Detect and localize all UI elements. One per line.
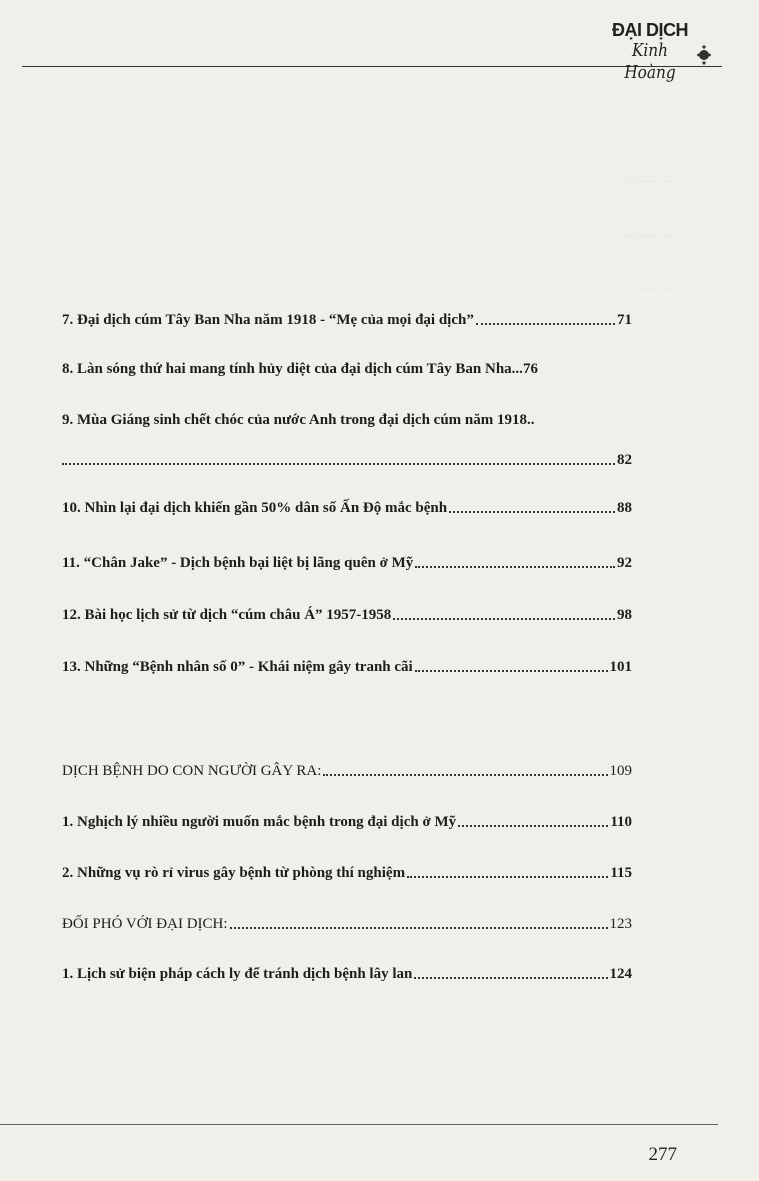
toc-entry[interactable] [62, 494, 632, 518]
toc-entry[interactable] [62, 601, 632, 625]
toc-leader-dots [230, 927, 608, 929]
toc-leader-dots [458, 825, 608, 827]
toc-entry[interactable] [62, 808, 632, 832]
toc-entry-title: 9. Mùa Giáng sinh chết chóc của nước Anh trong đại dịch cúm năm 1918.. [62, 412, 535, 428]
logo-title-top: ĐẠI DỊCH [612, 20, 688, 40]
toc-entry[interactable] [62, 960, 632, 984]
toc-entry[interactable] [62, 653, 632, 677]
toc-entry-title: 11. “Chân Jake” - Dịch bệnh bại liệt bị lãng quên ở Mỹ [62, 555, 414, 571]
toc-entry-page: 124 [609, 966, 632, 982]
toc-entry-page: 71 [617, 312, 632, 328]
toc-entry-page: 109 [609, 763, 632, 779]
toc-entry-title: 2. Những vụ rò rỉ virus gây bệnh từ phòng thí nghiệm [62, 865, 406, 881]
toc-entry[interactable] [62, 549, 632, 573]
toc-entry-title: 1. Lịch sử biện pháp cách ly để tránh dịch bệnh lây lan [62, 966, 413, 982]
toc-entry-page: 110 [610, 814, 632, 830]
toc-entry-page: 92 [617, 555, 632, 571]
toc-section-title: ĐỐI PHÓ VỚI ĐẠI DỊCH: [62, 916, 228, 932]
toc-entry-page: 115 [610, 865, 632, 881]
bleed-through-mark: ·········· [625, 230, 672, 245]
toc-entry[interactable] [62, 859, 632, 883]
logo-title-bottom: Kinh Hoàng [624, 40, 676, 83]
page-number: 277 [648, 1144, 677, 1165]
toc-entry-title: 13. Những “Bệnh nhân số 0” - Khái niệm gây tranh cãi [62, 659, 413, 675]
toc-entry-page: 82 [617, 452, 632, 468]
toc-leader-dots [415, 566, 615, 568]
toc-entry-title: 10. Nhìn lại đại dịch khiến gần 50% dân số Ấn Độ mắc bệnh [62, 500, 448, 516]
toc-entry[interactable] [62, 406, 632, 430]
toc-leader-dots [407, 876, 608, 878]
toc-leader-dots [414, 977, 607, 979]
bleed-through-mark: ·········· [625, 282, 672, 297]
toc-entry-title: 1. Nghịch lý nhiều người muốn mắc bệnh trong đại dịch ở Mỹ [62, 814, 457, 830]
toc-leader-dots [393, 618, 615, 620]
toc-section-heading[interactable] [62, 757, 632, 781]
toc-section-heading[interactable] [62, 910, 632, 934]
toc-leader-dots [415, 670, 608, 672]
toc-entry[interactable] [62, 355, 632, 379]
bleed-through-mark: ·········· [625, 175, 672, 190]
toc-leader-dots [62, 463, 615, 465]
toc-entry[interactable] [62, 306, 632, 330]
book-logo [603, 20, 697, 83]
toc-entry-title: 7. Đại dịch cúm Tây Ban Nha năm 1918 - “Mẹ của mọi đại dịch” [62, 312, 474, 328]
logo-virus-icon [697, 44, 711, 66]
toc-entry-title: 8. Làn sóng thứ hai mang tính hủy diệt của đại dịch cúm Tây Ban Nha... [62, 361, 523, 377]
toc-leader-dots [476, 323, 615, 325]
footer-rule [0, 1124, 718, 1125]
toc-entry-page: 101 [609, 659, 632, 675]
toc-entry-page: 76 [522, 361, 538, 377]
toc-section-title: DỊCH BỆNH DO CON NGƯỜI GÂY RA: [62, 763, 322, 779]
toc-entry-continuation[interactable] [62, 446, 632, 470]
toc-entry-title: 12. Bài học lịch sử từ dịch “cúm châu Á” 1957-1958 [62, 607, 392, 623]
toc-entry-page: 98 [617, 607, 632, 623]
toc-entry-page: 123 [609, 916, 632, 932]
toc-leader-dots [323, 774, 607, 776]
toc-leader-dots [449, 511, 615, 513]
toc-entry-page: 88 [617, 500, 632, 516]
